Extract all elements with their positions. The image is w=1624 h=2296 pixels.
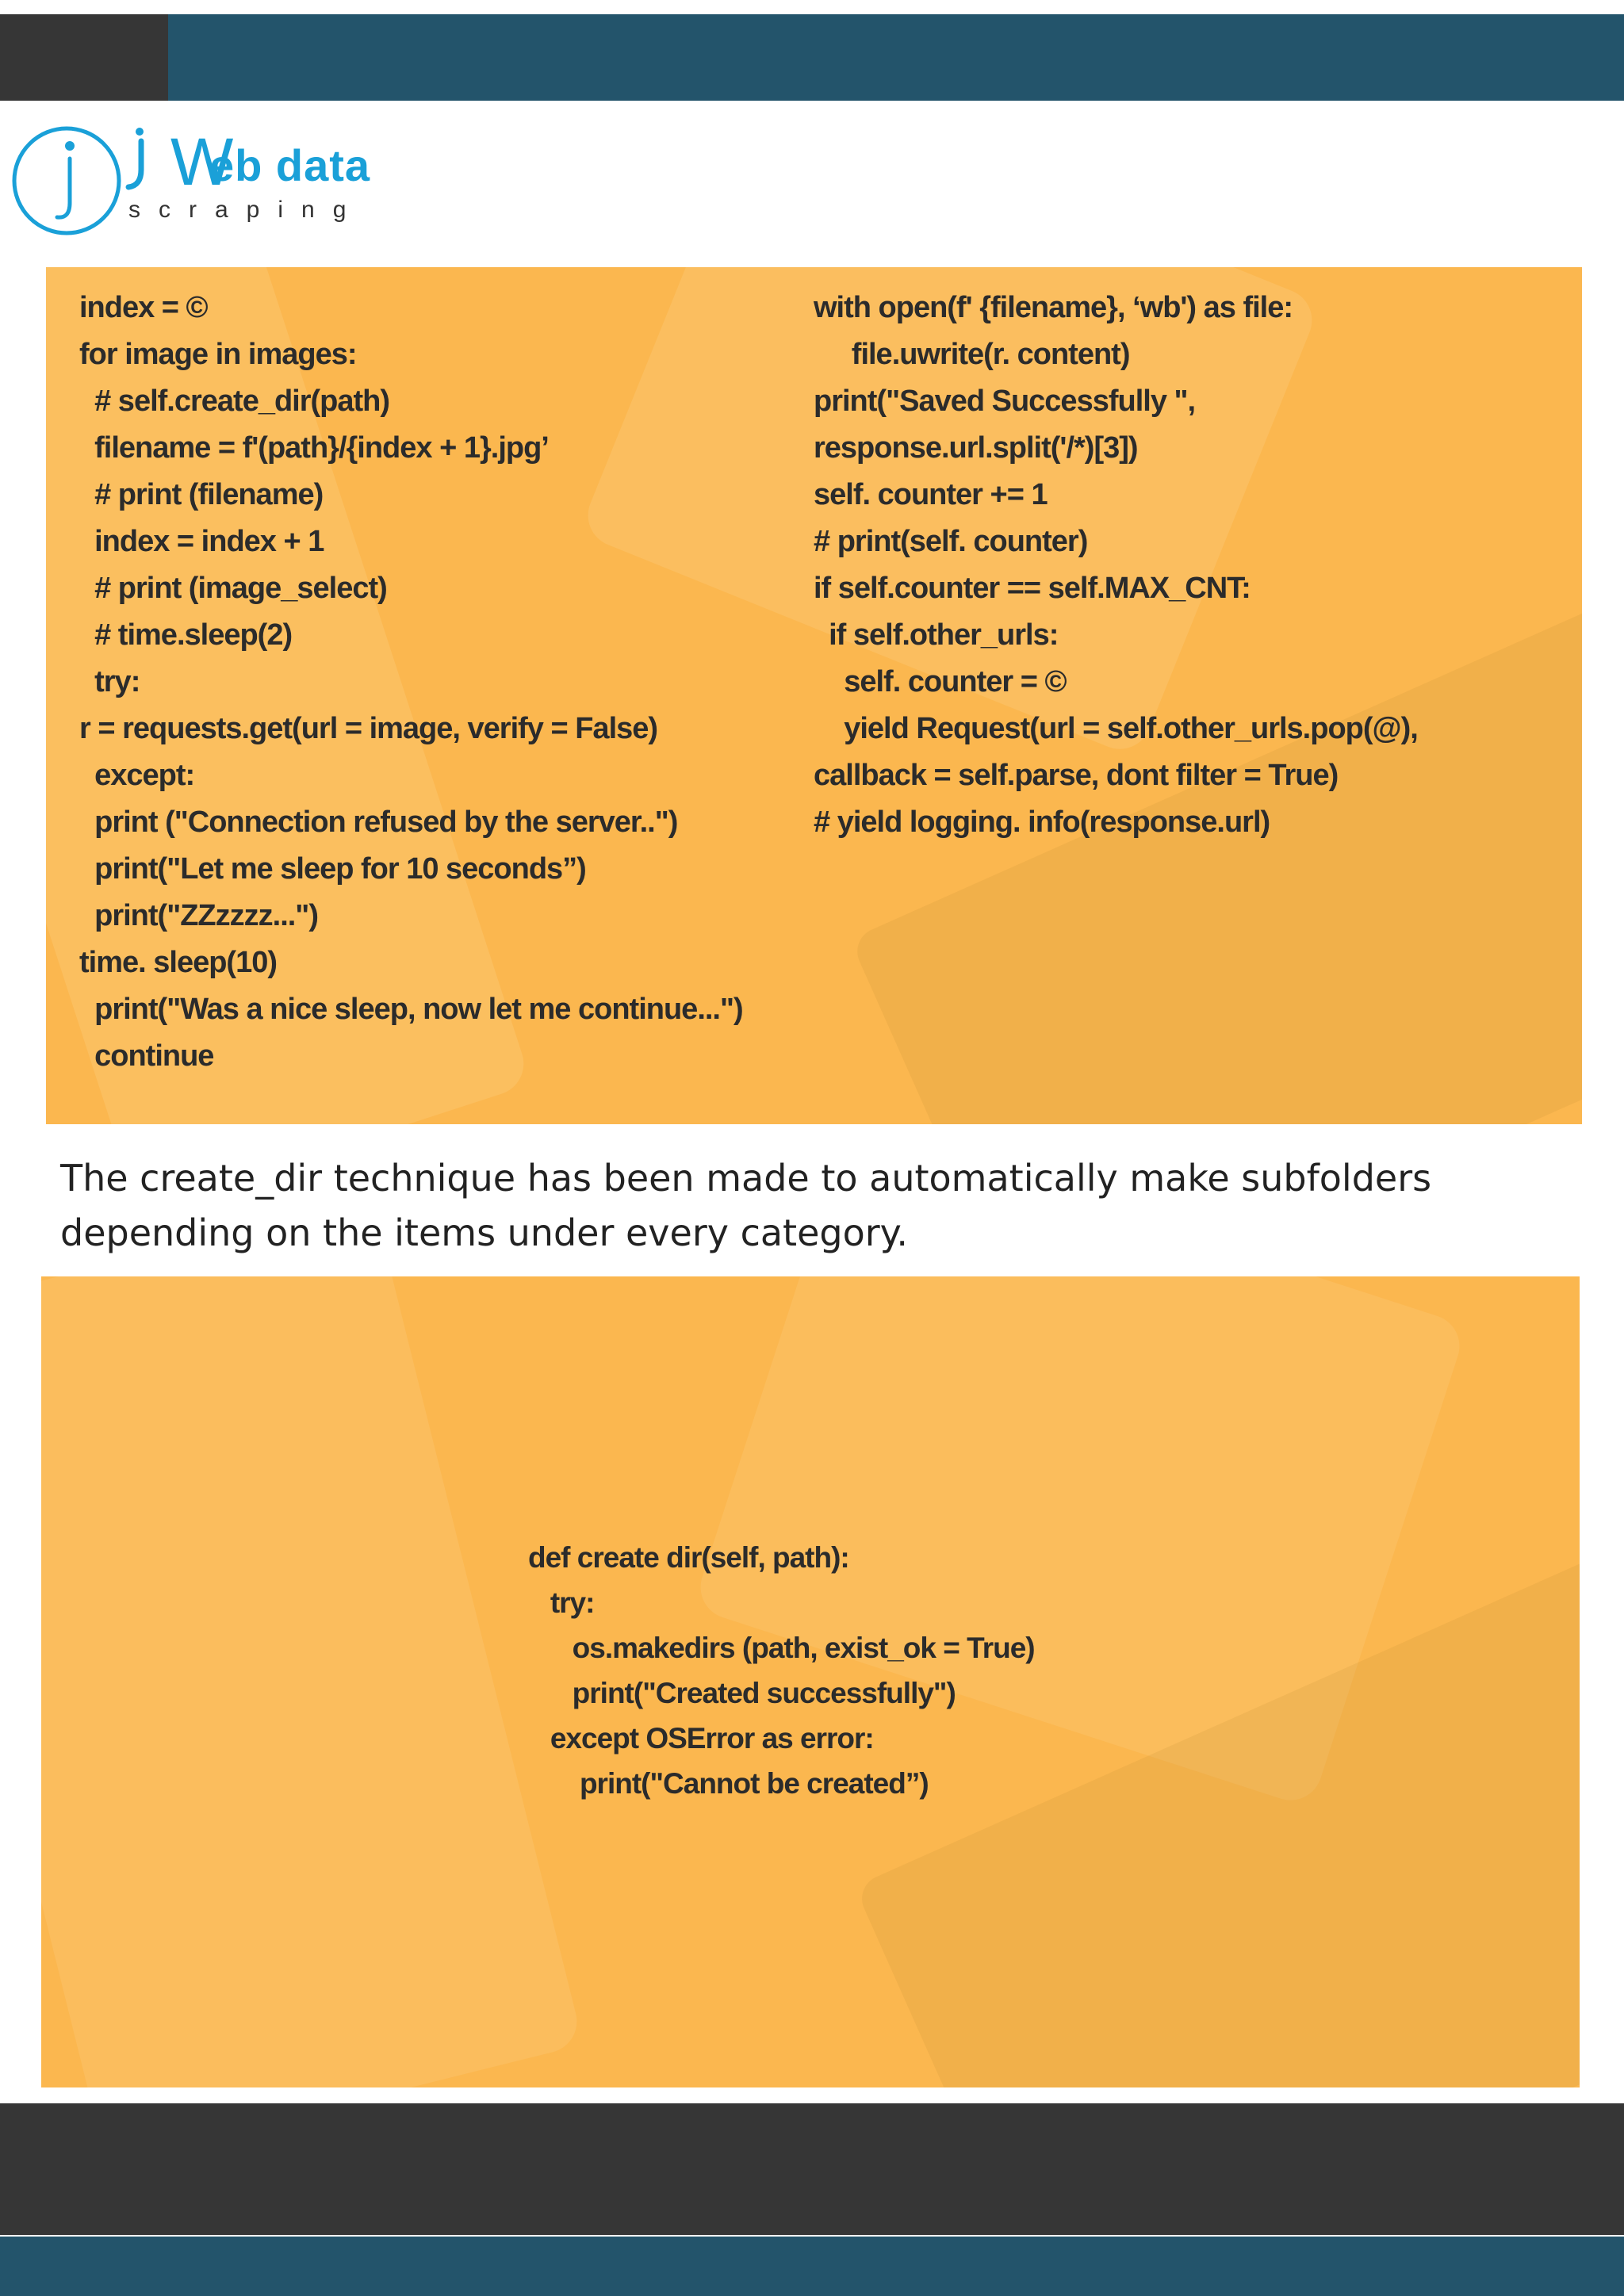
code-line: # print (filename) <box>79 478 324 511</box>
code-line: index = © <box>79 291 208 324</box>
header-bar-dark <box>0 14 168 101</box>
code-line: file.uwrite(r. content) <box>814 338 1130 371</box>
code-line: filename = f'(path}/{index + 1}.jpg’ <box>79 431 549 465</box>
code-line: # print (image_select) <box>79 572 387 605</box>
logo-tagline: scraping <box>128 197 365 223</box>
logo-brand-name: eb data <box>209 140 371 190</box>
code-line: index = index + 1 <box>79 525 324 558</box>
code-line: print("Was a nice sleep, now let me continue...") <box>79 993 743 1026</box>
code-line: # time.sleep(2) <box>79 618 293 652</box>
code-panel-create-dir <box>41 1276 1580 2087</box>
code-line: r = requests.get(url = image, verify = False) <box>79 712 658 745</box>
code-line: print("Cannot be created”) <box>528 1767 929 1800</box>
footer-bar-dark <box>0 2103 1624 2235</box>
code-line: self. counter += 1 <box>814 478 1048 511</box>
code-line: print ("Connection refused by the server..") <box>79 806 678 839</box>
code-line: # yield logging. info(response.url) <box>814 806 1270 839</box>
caption-line: The create_dir technique has been made to automatically make subfolders <box>60 1157 1432 1200</box>
logo <box>10 117 382 244</box>
code-line: if self.other_urls: <box>814 618 1059 652</box>
code-line: with open(f' {filename}, ‘wb') as file: <box>814 291 1293 324</box>
code-line: except OSError as error: <box>528 1722 874 1755</box>
code-line: for image in images: <box>79 338 357 371</box>
code-line: except: <box>79 759 195 792</box>
code-line: response.url.split('/*)[3]) <box>814 431 1138 465</box>
header-bar-blue <box>168 14 1624 101</box>
code-line: print("Saved Successfully ", <box>814 385 1196 418</box>
code-line: try: <box>528 1586 595 1619</box>
code-line: print("Let me sleep for 10 seconds”) <box>79 852 586 886</box>
caption-line: depending on the items under every category. <box>60 1211 908 1254</box>
code-line: continue <box>79 1039 214 1073</box>
code-line: self. counter = © <box>814 665 1067 698</box>
code-line: time. sleep(10) <box>79 946 277 979</box>
code-line: callback = self.parse, dont filter = True) <box>814 759 1339 792</box>
footer-bar-blue <box>0 2237 1624 2296</box>
logo-emblem-icon <box>10 117 168 244</box>
code-line: try: <box>79 665 140 698</box>
code-line: print("Created successfully") <box>528 1677 956 1709</box>
code-line: if self.counter == self.MAX_CNT: <box>814 572 1251 605</box>
code-line: # print(self. counter) <box>814 525 1088 558</box>
code-panel-scraper <box>46 267 1582 1124</box>
code-left-column <box>79 285 743 1080</box>
background-arm-shape <box>41 1276 584 2087</box>
caption-paragraph <box>60 1151 1551 1261</box>
code-right-column <box>814 285 1418 846</box>
logo-letter-w: W <box>170 124 234 199</box>
code-line: print("ZZzzzz...") <box>79 899 318 932</box>
code-line: yield Request(url = self.other_urls.pop(@), <box>814 712 1418 745</box>
code-line: def create dir(self, path): <box>528 1541 849 1574</box>
code-line: # self.create_dir(path) <box>79 385 390 418</box>
code-line: os.makedirs (path, exist_ok = True) <box>528 1632 1035 1664</box>
code-create-dir <box>528 1535 1035 1806</box>
